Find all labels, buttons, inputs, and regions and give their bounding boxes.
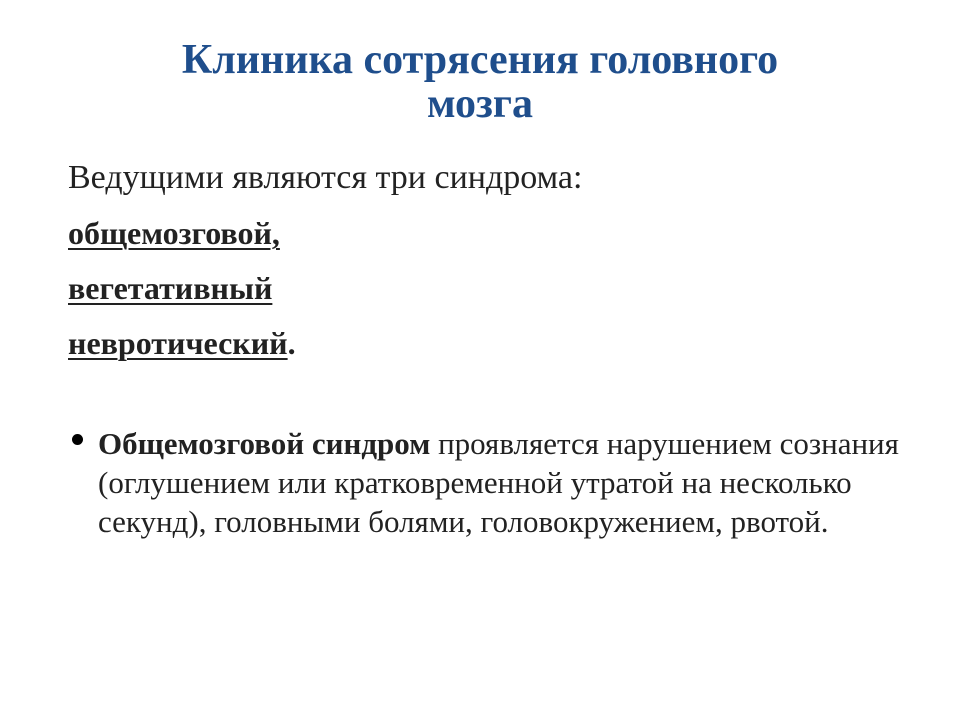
bullet-text xyxy=(98,424,902,541)
intro-text: Ведущими являются три синдрома: xyxy=(68,159,583,196)
syndrome-label: общемозговой, xyxy=(68,215,280,251)
bullet-lead: Общемозговой синдром xyxy=(98,426,431,461)
syndrome-item-vegetative xyxy=(68,269,272,307)
syndrome-label: вегетативный xyxy=(68,270,273,306)
syndrome-label: невротический xyxy=(68,325,288,361)
slide-title-line-1: Клиника сотрясения головного xyxy=(181,37,779,83)
slide-title-line-2: мозга xyxy=(426,81,533,127)
syndrome-punctuation: . xyxy=(287,325,296,361)
syndrome-item-general xyxy=(68,214,280,252)
bullet-item xyxy=(72,424,902,541)
slide-title xyxy=(0,38,960,126)
bullet-body: проявляется нарушением сознания (оглушением или кратковременной утратой на несколько секунд), головными болями, головокружением, рвотой. xyxy=(98,426,899,539)
bullet-icon xyxy=(72,434,83,445)
syndrome-item-neurotic xyxy=(68,324,296,362)
